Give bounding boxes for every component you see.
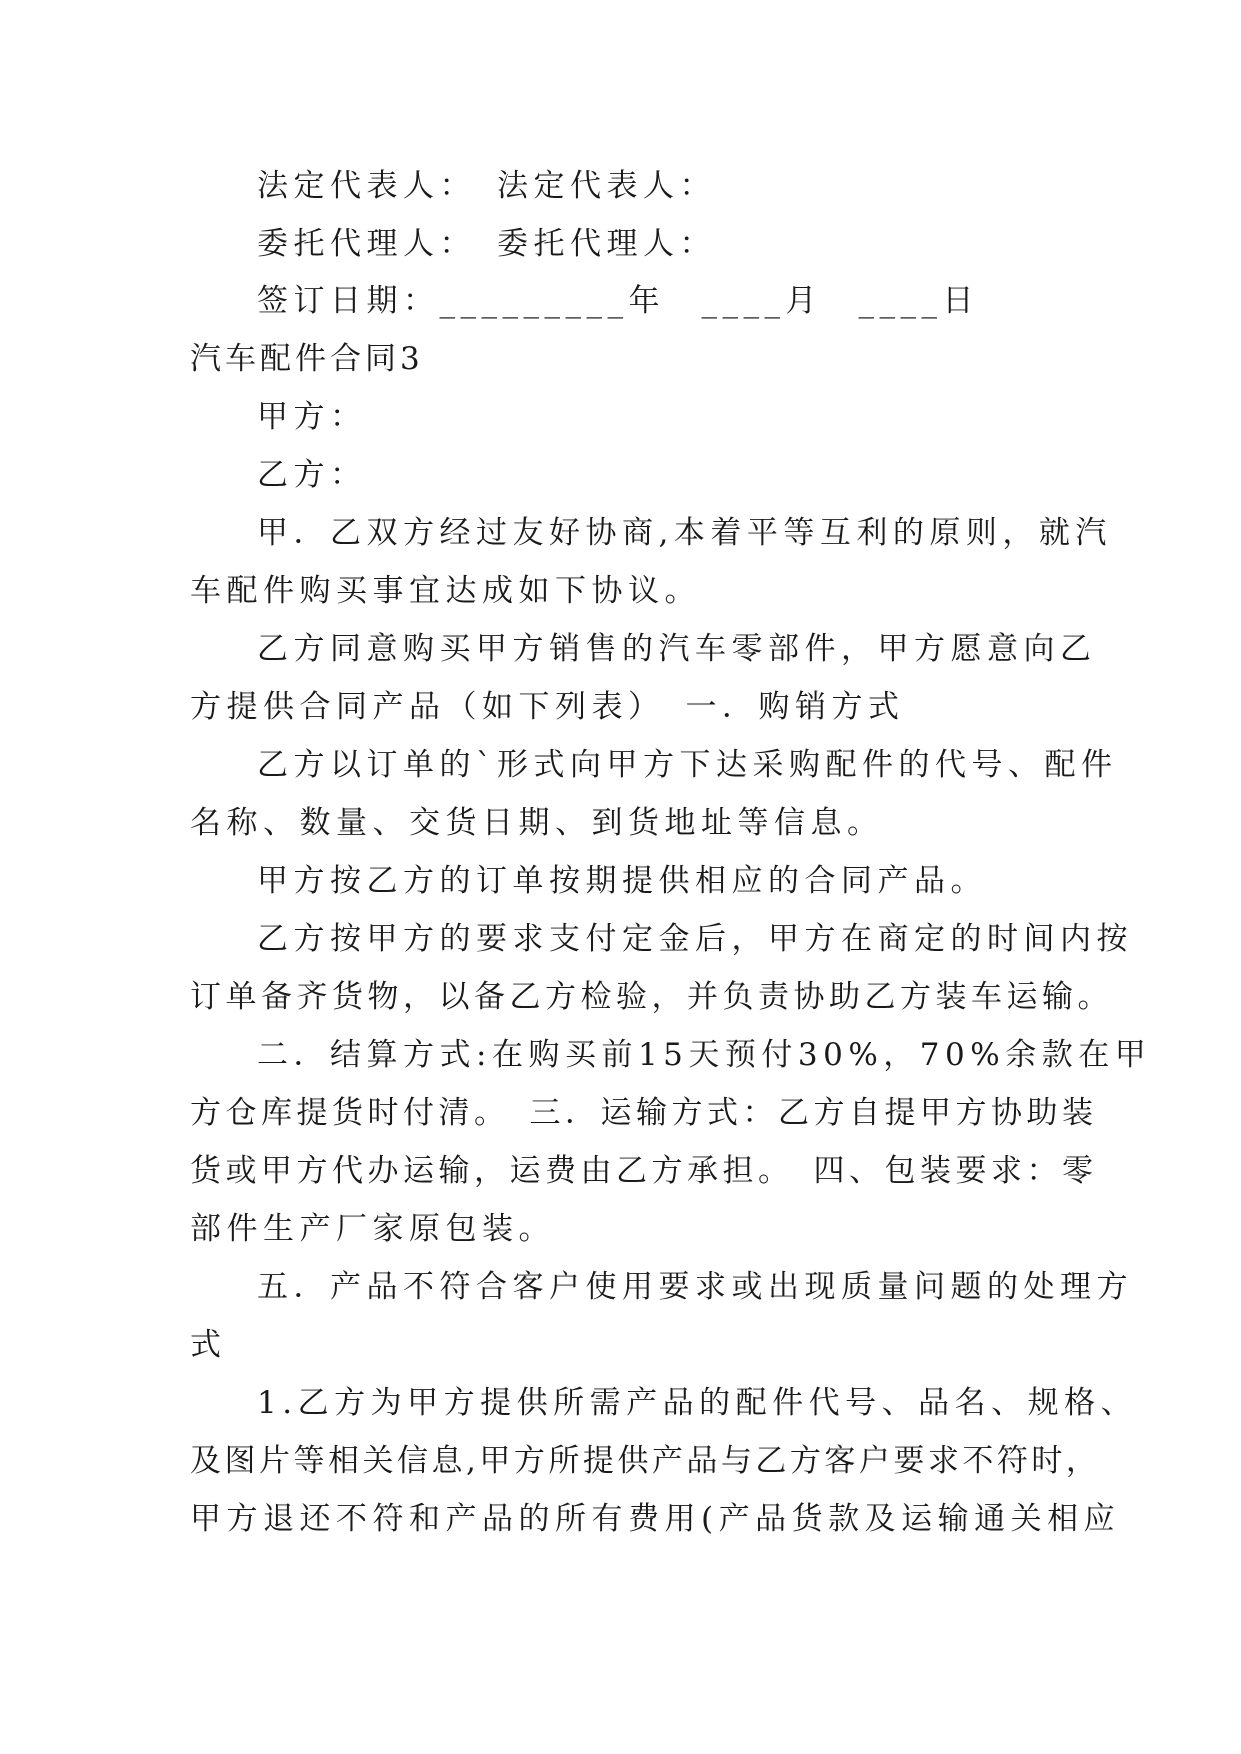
authorized-agent-line: 委托代理人： 委托代理人： (257, 226, 716, 262)
paragraph-line: 及图片等相关信息,甲方所提供产品与乙方客户要求不符时， (190, 1443, 1101, 1479)
paragraph-line: 甲方按乙方的订单按期提供相应的合同产品。 (257, 863, 987, 899)
legal-representative-line: 法定代表人： 法定代表人： (257, 168, 716, 204)
paragraph-line: 订单备齐货物，以备乙方检验，并负责协助乙方装车运输。 (190, 979, 1113, 1015)
paragraph-line: 乙方同意购买甲方销售的汽车零部件，甲方愿意向乙 (257, 631, 1097, 667)
paragraph-line: 部件生产厂家原包装。 (190, 1211, 555, 1247)
signing-date-line: 签订日期：_________年 ____月 ____日 (257, 283, 979, 319)
paragraph-line: 货或甲方代办运输，运费由乙方承担。 四、包装要求：零 (190, 1153, 1098, 1189)
party-b-line: 乙方： (257, 457, 367, 493)
party-a-line: 甲方： (257, 399, 367, 435)
paragraph-line: 名称、数量、交货日期、到货地址等信息。 (190, 805, 884, 841)
paragraph-line: 甲方退还不符和产品的所有费用(产品货款及运输通关相应 (190, 1501, 1121, 1537)
paragraph-line: 方仓库提货时付清。 三．运输方式：乙方自提甲方协助装 (190, 1095, 1098, 1131)
paragraph-line: 甲．乙双方经过友好协商,本着平等互利的原则，就汽 (257, 515, 1112, 551)
paragraph-line: 式 (190, 1327, 227, 1363)
paragraph-line: 五．产品不符合客户使用要求或出现质量问题的处理方 (257, 1269, 1133, 1305)
paragraph-line: 二．结算方式:在购买前15天预付30%，70%余款在甲 (257, 1037, 1152, 1073)
paragraph-line: 方提供合同产品（如下列表） 一．购销方式 (190, 689, 905, 725)
section-title: 汽车配件合同3 (190, 341, 424, 377)
paragraph-line: 1.乙方为甲方提供所需产品的配件代号、品名、规格、 (257, 1385, 1138, 1421)
paragraph-line: 车配件购买事宜达成如下协议。 (190, 573, 701, 609)
paragraph-line: 乙方以订单的`形式向甲方下达采购配件的代号、配件 (257, 747, 1118, 783)
paragraph-line: 乙方按甲方的要求支付定金后，甲方在商定的时间内按 (257, 921, 1133, 957)
